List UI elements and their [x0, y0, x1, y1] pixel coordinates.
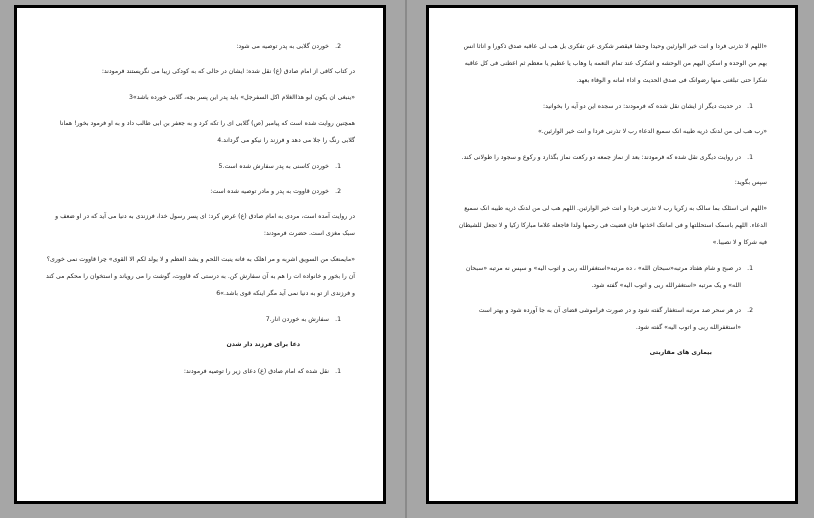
paragraph: «اللهم لا تذرنی فردا و انت خیر الوارثین وحیدا وحشا فیقصر شکری عن تفکری بل هب لی عاقبه صدق ذکورا و اناثا انس بهم من الوحده و اسکن الیهم من الوحشه و اشکرک عند تمام النعمه یا وهاب یا عظیم یا معظم ثم اعطنی فی کل عاقبه شکرا حتی تبلغنی منها رضوانک فی صدق الحدیث و اداء امانه و الوفاء بعهد. [463, 43, 767, 84]
document-page-right [426, 5, 798, 504]
paragraph: «ینبغی ان یکون ابو هذاالغلام اکل السفرجل» باید پدر این پسر بچه، گلابی خورده باشد»3 [128, 94, 355, 101]
list-item [457, 149, 767, 166]
paragraph: در روایت آمده است، مردی به امام صادق (ع) عرض کرد: ای پسر رسول خدا، فرزندی به دنیا می آید که در او ضعف و سبک مغزی است. حضرت فرمودند: [55, 213, 355, 237]
paragraph: «اللهم انی اسئلک بما سالک به زکریا رب لا تذرنی فردا و انت خیر الوارثین. اللهم هب لی من لدنک ذریه طیبه انک سمیع الدعاء. اللهم باسمک استحللتها و فی امانتک اخذتها فان قضیت فی رحمها ولدا فاجعله غلاما مبارکا زکیا و لا تجعل للشیطان فیه شرکا و لا نصیبا.» [458, 205, 767, 246]
list-item [457, 98, 767, 115]
section-heading: دعا برای فرزند دار شدن [226, 341, 300, 348]
document-page-left [14, 5, 386, 504]
list-number: 2. [335, 188, 341, 195]
list-item [457, 302, 767, 336]
paragraph: «رب هب لی من لدنک ذریه طیبه انک سمیع الدعاء رب لا تذرنی فردا و انت خیر الوارثین.» [537, 128, 767, 135]
list-number: 1. [335, 163, 341, 170]
list-number: 1. [335, 368, 341, 375]
list-number: 2. [335, 43, 341, 50]
paragraph: در کتاب کافی از امام صادق (ع) نقل شده: ایشان در حالی که به کودکی زیبا می نگریستند فرمودند: [101, 68, 355, 75]
paragraph: همچنین روایت شده است که پیامبر (ص) گلابی ای را تکه کرد و به جعفر بن ابی طالب داد و به او فرمود بخور! همانا گلابی رنگ را جلا می دهد و فرزند را نیکو می گرداند.4 [59, 120, 355, 144]
list-number: 1. [747, 265, 753, 272]
list-item-text: در هر سحر صد مرتبه استغفار گفته شود و در صورت فراموشی قضای آن به جا آورده شود و بهتر است «استغفرالله ربی و اتوب الیه» گفته شود. [478, 307, 741, 331]
list-number: 1. [747, 154, 753, 161]
list-item [45, 311, 355, 328]
list-item-text: نقل شده که امام صادق (ع) دعای زیر را توصیه فرمودند: [183, 368, 329, 375]
section-heading: بیماری های مقاربتی [649, 349, 712, 356]
list-number: 1. [747, 103, 753, 110]
list-number: 1. [335, 316, 341, 323]
list-number: 2. [747, 307, 753, 314]
list-item [457, 260, 767, 294]
list-item [45, 183, 355, 200]
list-item-text: خوردن قاووت به پدر و مادر توصیه شده است: [210, 188, 329, 195]
list-item-text: سفارش به خوردن انار.7 [265, 316, 329, 323]
page-separator [405, 0, 407, 518]
list-item-text: در روایت دیگری نقل شده که فرمودند: بعد از نماز جمعه دو رکعت نماز بگذارد و رکوع و سجود را طولانی کند. [461, 154, 741, 161]
page-text-right [457, 38, 767, 481]
list-item [45, 363, 355, 380]
page-text-left [45, 38, 355, 481]
paragraph: «مایمنعک من السویق اشربه و مر اهلک به فانه ینبت اللحم و یشد العظم و لا یولد لکم الا القوی» چرا قاووت نمی خوری؟ آن را بخور و خانواده ات را هم به آن سفارش کن. به درستی که قاووت، گوشت را می رویاند و استخوان را محکم می کند و فرزندی از تو به دنیا نمی آید مگر اینکه قوی باشد.»6 [46, 256, 355, 297]
list-item-text: خوردن گلابی به پدر توصیه می شود: [236, 43, 329, 50]
list-item-text: در صبح و شام هفتاد مرتبه«سبحان الله» ، ده مرتبه«استغفرالله ربی و اتوب الیه» و سپس نه مرتبه «سبحان الله» و یک مرتبه «استغفرالله ربی و اتوب الیه» گفته شود. [465, 265, 741, 289]
paragraph: سپس بگوید: [734, 179, 767, 186]
list-item [45, 158, 355, 175]
list-item [45, 38, 355, 55]
list-item-text: در حدیث دیگر از ایشان نقل شده که فرمودند: در سجده این دو آیه را بخوانید: [542, 103, 741, 110]
list-item-text: خوردن کاسنی به پدر سفارش شده است.5 [218, 163, 329, 170]
